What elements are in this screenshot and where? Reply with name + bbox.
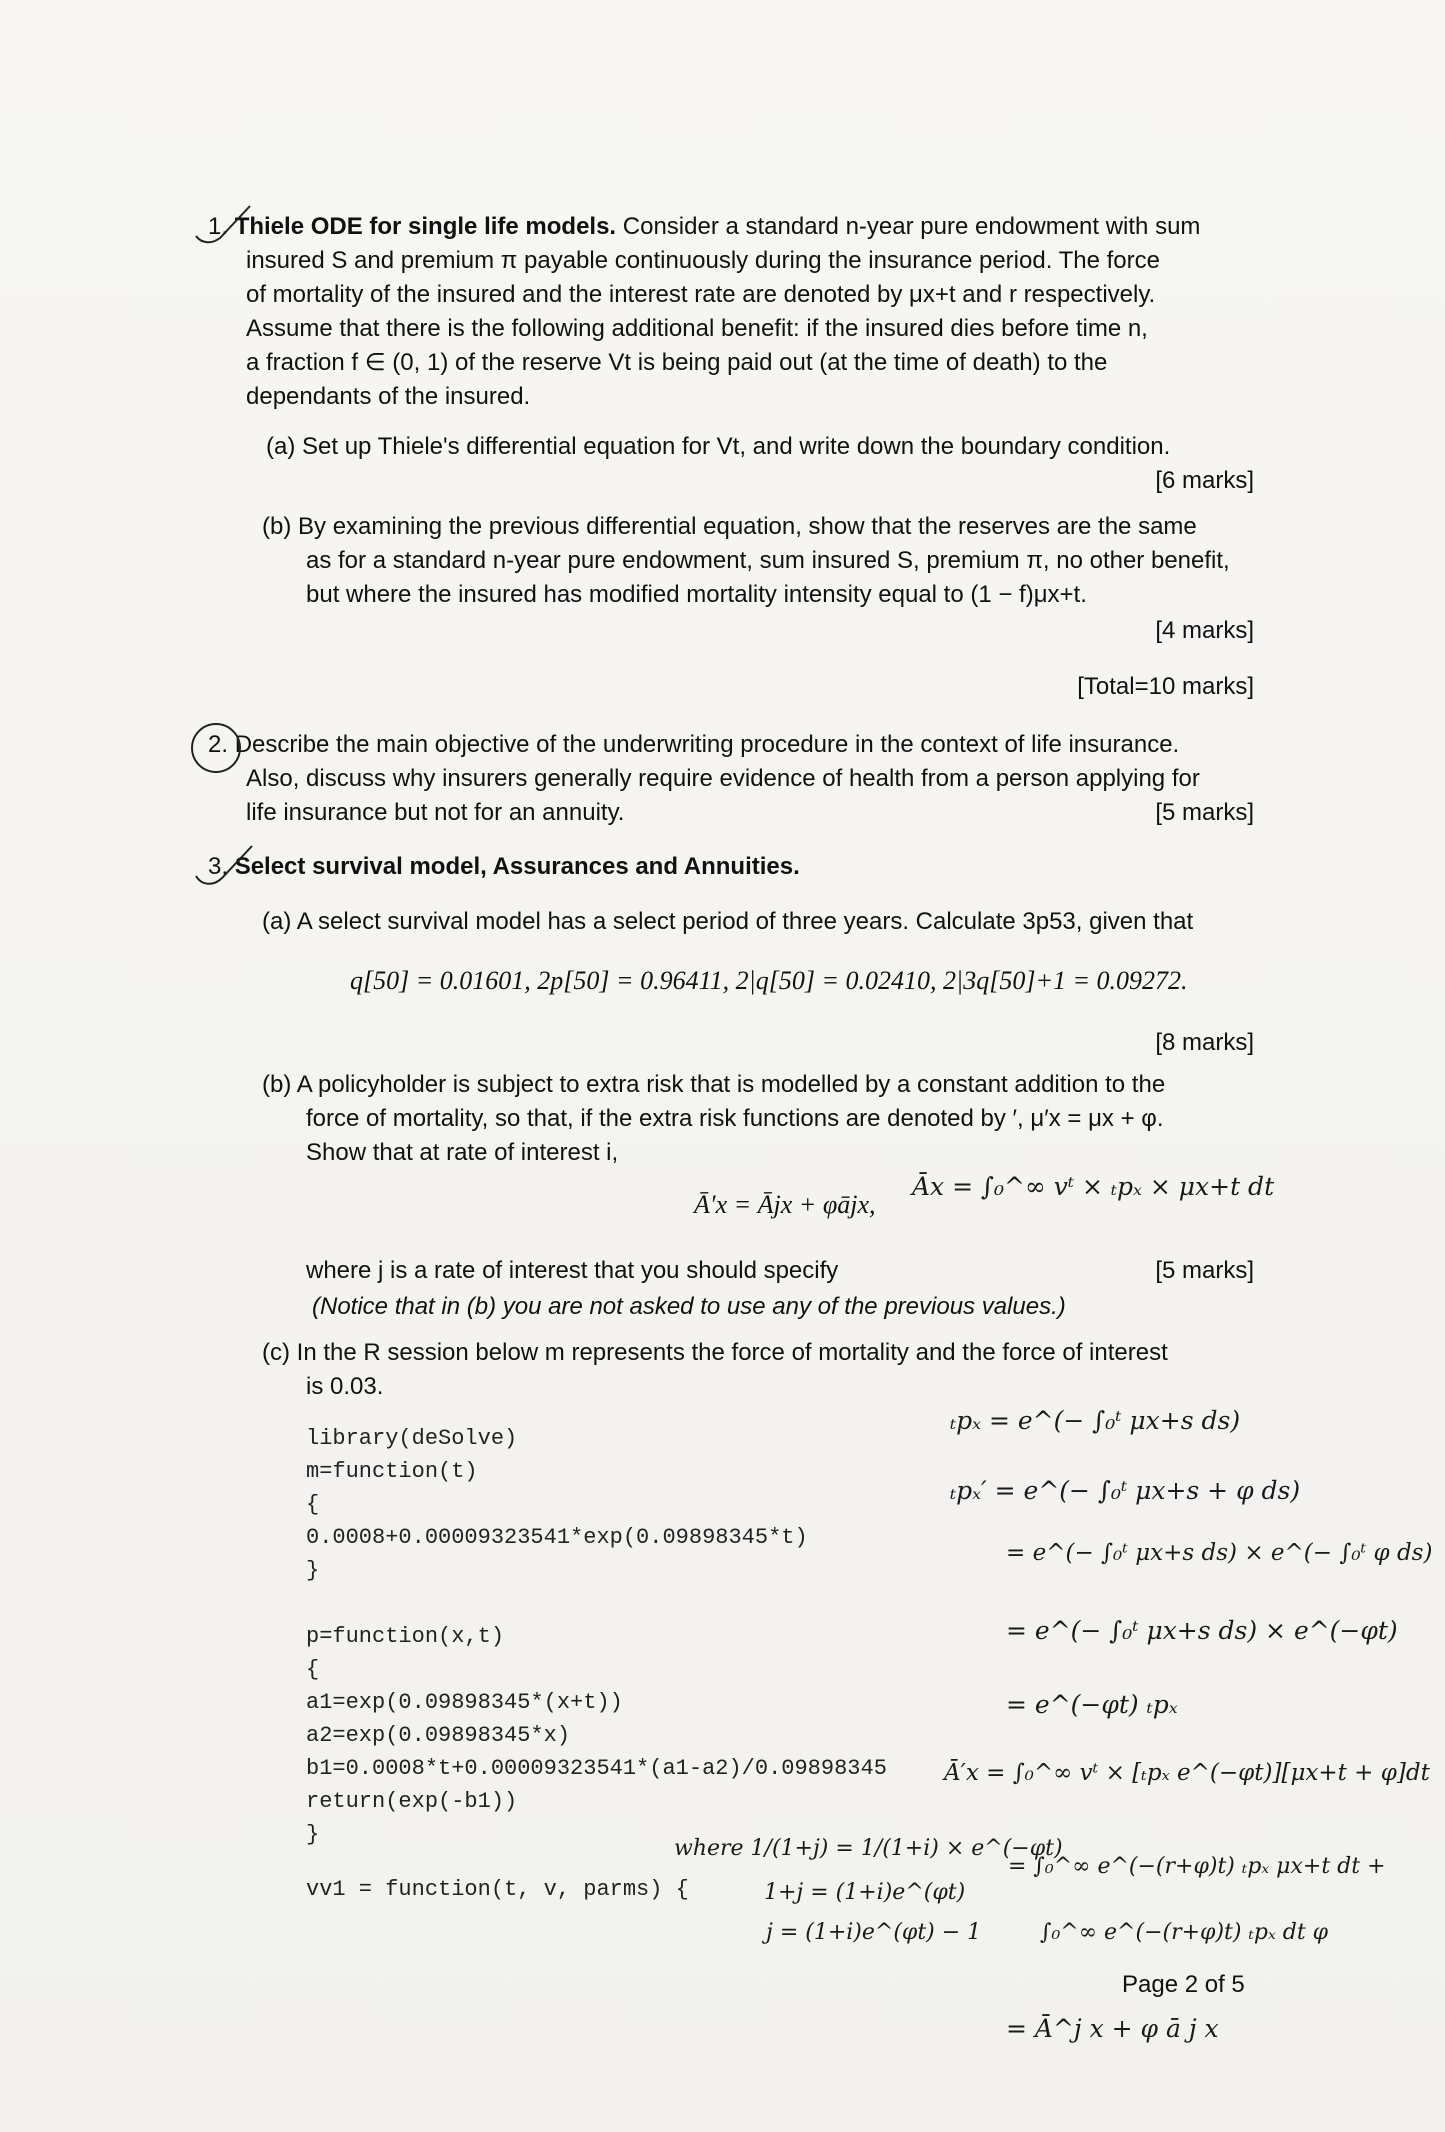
q3b-marks: [5 marks] <box>1155 1257 1254 1284</box>
q3b-where: where j is a rate of interest that you should specify <box>306 1257 839 1284</box>
q1-block <box>208 210 1258 414</box>
hw-ax-definition: Āx = ∫₀^∞ vᵗ × ₜpₓ × μx+t dt <box>912 1172 1275 1201</box>
code-line-10: b1=0.0008*t+0.00009323541*(a1-a2)/0.09898345 <box>306 1756 887 1781</box>
hw-tpx: ₜpₓ = e^(− ∫₀ᵗ μx+s ds) <box>950 1406 1241 1435</box>
code-line-13: vv1 = function(t, v, parms) { <box>306 1877 689 1902</box>
hw-result: = Ā^j x + φ ā j x <box>1006 2014 1219 2043</box>
q1b-line-0: By examining the previous differential equation, show that the reserves are the same <box>298 513 1197 540</box>
hw-step-3: = e^(−φt) ₜpₓ <box>1006 1690 1178 1719</box>
q1a-text: Set up Thiele's differential equation for Vt, and write down the boundary condition. <box>302 433 1171 460</box>
q3b-line-0: A policyholder is subject to extra risk that is modelled by a constant addition to the <box>296 1071 1166 1098</box>
q1-number: 1. <box>208 213 229 240</box>
r-code-block <box>306 1422 946 1906</box>
code-line-5: } <box>306 1558 320 1583</box>
q3-part-b <box>262 1068 1262 1170</box>
q1b-line-2: but where the insured has modified mortality intensity equal to (1 − f)μx+t. <box>306 581 1087 608</box>
q3a-label: (a) <box>262 908 292 935</box>
q1-total: [Total=10 marks] <box>1077 673 1254 700</box>
code-line-2: m=function(t) <box>306 1459 478 1484</box>
code-line-3: { <box>306 1492 320 1517</box>
code-line-8: a1=exp(0.09898345*(x+t)) <box>306 1690 623 1715</box>
q1-line-5: dependants of the insured. <box>246 383 531 410</box>
code-line-1: library(deSolve) <box>306 1426 518 1451</box>
hw-step-4: = ∫₀^∞ e^(−(r+φ)t) ₜpₓ μx+t dt + <box>1008 1854 1386 1879</box>
q3-part-c <box>262 1336 1262 1404</box>
q1a-marks: [6 marks] <box>1155 467 1254 494</box>
q3b-note: (Notice that in (b) you are not asked to use any of the previous values.) <box>312 1293 1066 1320</box>
q1b-line-1: as for a standard n-year pure endowment, sum insured S, premium π, no other benefit, <box>306 547 1230 574</box>
q3-part-a <box>262 905 1262 939</box>
q3a-text: A select survival model has a select period of three years. Calculate 3p53, given that <box>296 908 1194 935</box>
pen-tick-icon <box>180 200 260 260</box>
code-line-9: a2=exp(0.09898345*x) <box>306 1723 571 1748</box>
q2-line-0: Describe the main objective of the underwriting procedure in the context of life insurance. <box>234 731 1180 758</box>
code-line-12: } <box>306 1822 320 1847</box>
pen-circle-icon <box>186 718 246 778</box>
q3b-line-1: force of mortality, so that, if the extra risk functions are denoted by ′, μ′x = μx + φ. <box>306 1105 1164 1132</box>
q3-title: Select survival model, Assurances and Annuities. <box>234 853 800 880</box>
hw-tpx-prime: ₜpₓ′ = e^(− ∫₀ᵗ μx+s + φ ds) <box>950 1476 1301 1505</box>
code-line-11: return(exp(-b1)) <box>306 1789 518 1814</box>
q3c-line-1: is 0.03. <box>306 1373 384 1400</box>
q3c-label: (c) <box>262 1339 290 1366</box>
q1b-label: (b) <box>262 513 292 540</box>
hw-step-1: = e^(− ∫₀ᵗ μx+s ds) × e^(− ∫₀ᵗ φ ds) <box>1006 1540 1433 1566</box>
q1a-label: (a) <box>266 433 296 460</box>
q3a-marks: [8 marks] <box>1155 1029 1254 1056</box>
q3b-formula: Ā′x = Ājx + φājx, <box>694 1190 876 1219</box>
q1-title: Thiele ODE for single life models. <box>234 213 617 240</box>
code-line-6: p=function(x,t) <box>306 1624 505 1649</box>
q1-line-1: insured S and premium π payable continuously during the insurance period. The force <box>246 247 1160 274</box>
q2-line-2: life insurance but not for an annuity. <box>246 799 625 826</box>
q3c-line-0: In the R session below m represents the force of mortality and the force of interest <box>296 1339 1168 1366</box>
q1b-marks: [4 marks] <box>1155 617 1254 644</box>
hw-step-2: = e^(− ∫₀ᵗ μx+s ds) × e^(−φt) <box>1006 1616 1398 1645</box>
q1-line-4: a fraction f ∈ (0, 1) of the reserve Vt is being paid out (at the time of death) to the <box>246 349 1108 376</box>
hw-ax-prime: Ā′x = ∫₀^∞ vᵗ × [ₜpₓ e^(−φt)][μx+t + φ]dt <box>944 1760 1430 1786</box>
page-number: Page 2 of 5 <box>1122 1971 1245 1998</box>
q3b-label: (b) <box>262 1071 292 1098</box>
q3-number: 3. <box>208 853 229 880</box>
code-line-7: { <box>306 1657 320 1682</box>
q1-line-3: Assume that there is the following additional benefit: if the insured dies before time n, <box>246 315 1148 342</box>
q1-part-a <box>266 430 1256 464</box>
hw-1-plus-j: 1+j = (1+i)e^(φt) <box>764 1880 966 1905</box>
hw-where-j: where 1/(1+j) = 1/(1+i) × e^(−φt) <box>674 1836 1063 1861</box>
q1-line-2: of mortality of the insured and the interest rate are denoted by μx+t and r respectively. <box>246 281 1156 308</box>
q2-line-1: Also, discuss why insurers generally require evidence of health from a person applying for <box>246 765 1200 792</box>
code-line-4: 0.0008+0.00009323541*exp(0.09898345*t) <box>306 1525 808 1550</box>
q3b-line-2: Show that at rate of interest i, <box>306 1139 619 1166</box>
hw-step-5: ∫₀^∞ e^(−(r+φ)t) ₜpₓ dt φ <box>1040 1920 1329 1945</box>
q2-marks: [5 marks] <box>1155 799 1254 826</box>
q1-line-0: Consider a standard n-year pure endowment with sum <box>616 213 1201 240</box>
q3a-formula: q[50] = 0.01601, 2p[50] = 0.96411, 2|q[50] = 0.02410, 2|3q[50]+1 = 0.09272. <box>350 966 1188 995</box>
hw-j-def: j = (1+i)e^(φt) − 1 <box>766 1920 982 1945</box>
pen-tick-icon-2 <box>186 840 266 900</box>
q2-number: 2. <box>208 731 229 758</box>
q1-part-b <box>262 510 1262 612</box>
q3-header <box>208 850 1258 884</box>
